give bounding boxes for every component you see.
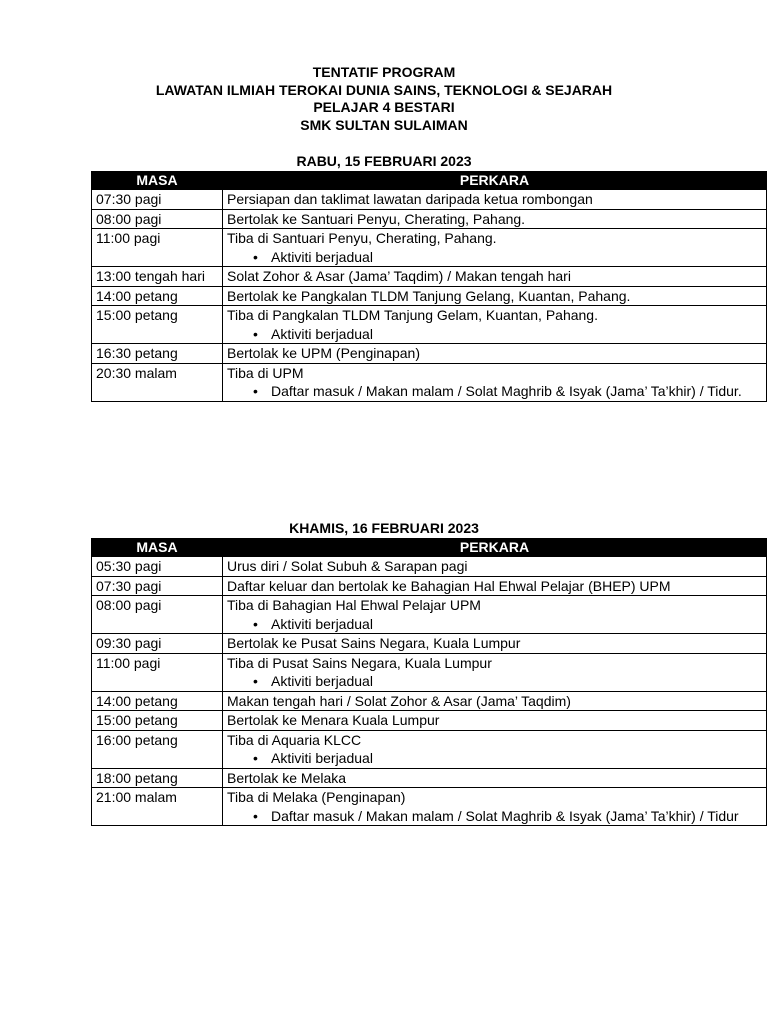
day2-title: KHAMIS, 16 FEBRUARI 2023 bbox=[289, 520, 479, 536]
table-row bbox=[92, 576, 767, 596]
activity-cell bbox=[223, 691, 767, 711]
sub-activity-text: Aktiviti berjadual bbox=[271, 750, 373, 766]
bullet-icon: • bbox=[253, 248, 258, 265]
bullet-icon: • bbox=[253, 673, 258, 689]
table-row bbox=[92, 596, 767, 634]
table-row bbox=[92, 363, 767, 401]
school-name: SMK SULTAN SULAIMAN bbox=[300, 116, 468, 133]
activity-cell bbox=[223, 557, 767, 577]
table-row bbox=[92, 229, 767, 267]
table-row bbox=[92, 768, 767, 788]
time-cell: 07:30 pagi bbox=[92, 576, 223, 596]
day1-schedule-table bbox=[91, 171, 767, 402]
sub-activity-text: Aktiviti berjadual bbox=[271, 615, 373, 632]
sub-activity-item bbox=[227, 325, 762, 344]
table-row bbox=[92, 730, 767, 768]
table-row bbox=[92, 306, 767, 344]
table-row bbox=[92, 634, 767, 654]
sub-activity-item bbox=[227, 615, 762, 634]
time-cell: 20:30 malam bbox=[92, 363, 223, 401]
sub-activity-text: Daftar masuk / Makan malam / Solat Maghrib & Isyak (Jama’ Ta’khir) / Tidur bbox=[271, 807, 739, 824]
table-row bbox=[92, 209, 767, 229]
time-cell: 21:00 malam bbox=[92, 788, 223, 826]
time-cell: 08:00 pagi bbox=[92, 209, 223, 229]
activity-text: Tiba di Santuari Penyu, Cherating, Pahang. bbox=[227, 230, 497, 246]
sub-activity-text: Daftar masuk / Makan malam / Solat Maghrib & Isyak (Jama’ Ta’khir) / Tidur. bbox=[271, 383, 742, 399]
activity-text: Tiba di UPM bbox=[227, 364, 304, 381]
time-cell: 05:30 pagi bbox=[92, 557, 223, 577]
activity-text: Solat Zohor & Asar (Jama’ Taqdim) / Makan tengah hari bbox=[227, 268, 571, 284]
table-header-row bbox=[92, 172, 767, 190]
day2-schedule-table bbox=[91, 538, 767, 826]
sub-activity-item bbox=[227, 749, 762, 768]
time-cell: 07:30 pagi bbox=[92, 190, 223, 210]
time-cell: 08:00 pagi bbox=[92, 596, 223, 634]
activity-text: Bertolak ke Menara Kuala Lumpur bbox=[227, 712, 440, 728]
bullet-icon: • bbox=[253, 807, 258, 824]
program-title: TENTATIF PROGRAM bbox=[312, 64, 456, 80]
activity-cell bbox=[223, 711, 767, 731]
activity-cell bbox=[223, 596, 767, 634]
activity-text: Urus diri / Solat Subuh & Sarapan pagi bbox=[227, 558, 468, 574]
program-subtitle: LAWATAN ILMIAH TEROKAI DUNIA SAINS, TEKNOLOGI & SEJARAH bbox=[155, 81, 613, 98]
column-header-item: PERKARA bbox=[223, 172, 767, 190]
activity-cell bbox=[223, 768, 767, 788]
table-row bbox=[92, 286, 767, 306]
activity-text: Makan tengah hari / Solat Zohor & Asar (Jama’ Taqdim) bbox=[227, 692, 571, 709]
table-row bbox=[92, 190, 767, 210]
activity-cell bbox=[223, 344, 767, 364]
activity-cell bbox=[223, 653, 767, 691]
activity-text: Bertolak ke Santuari Penyu, Cherating, Pahang. bbox=[227, 210, 526, 227]
bullet-icon: • bbox=[253, 750, 258, 766]
document-header bbox=[0, 64, 768, 134]
activity-text: Bertolak ke Pangkalan TLDM Tanjung Gelang, Kuantan, Pahang. bbox=[227, 287, 631, 304]
student-group: PELAJAR 4 BESTARI bbox=[313, 99, 455, 115]
table-row bbox=[92, 711, 767, 731]
activity-text: Tiba di Pangkalan TLDM Tanjung Gelam, Kuantan, Pahang. bbox=[227, 307, 598, 323]
day1-title: RABU, 15 FEBRUARI 2023 bbox=[296, 153, 472, 169]
column-header-item: PERKARA bbox=[223, 539, 767, 557]
activity-text: Tiba di Aquaria KLCC bbox=[227, 731, 362, 748]
activity-text: Tiba di Pusat Sains Negara, Kuala Lumpur bbox=[227, 654, 492, 671]
activity-cell bbox=[223, 730, 767, 768]
bullet-icon: • bbox=[253, 325, 258, 342]
activity-cell bbox=[223, 209, 767, 229]
time-cell: 13:00 tengah hari bbox=[92, 267, 223, 287]
activity-cell bbox=[223, 229, 767, 267]
column-header-time: MASA bbox=[92, 539, 223, 557]
sub-activity-text: Aktiviti berjadual bbox=[271, 248, 373, 265]
time-cell: 16:00 petang bbox=[92, 730, 223, 768]
table-row bbox=[92, 691, 767, 711]
time-cell: 14:00 petang bbox=[92, 286, 223, 306]
bullet-icon: • bbox=[253, 383, 258, 399]
sub-activity-text: Aktiviti berjadual bbox=[271, 673, 373, 689]
activity-text: Bertolak ke Pusat Sains Negara, Kuala Lumpur bbox=[227, 635, 521, 651]
table-header-row bbox=[92, 539, 767, 557]
sub-activity-item bbox=[227, 672, 762, 691]
bullet-icon: • bbox=[253, 615, 258, 632]
activity-text: Bertolak ke UPM (Penginapan) bbox=[227, 345, 420, 361]
activity-text: Tiba di Melaka (Penginapan) bbox=[227, 789, 406, 805]
column-header-time: MASA bbox=[92, 172, 223, 190]
activity-cell bbox=[223, 286, 767, 306]
table-row bbox=[92, 653, 767, 691]
time-cell: 15:00 petang bbox=[92, 306, 223, 344]
activity-text: Tiba di Bahagian Hal Ehwal Pelajar UPM bbox=[227, 597, 481, 613]
activity-text: Persiapan dan taklimat lawatan daripada ketua rombongan bbox=[227, 191, 593, 207]
activity-text: Daftar keluar dan bertolak ke Bahagian Hal Ehwal Pelajar (BHEP) UPM bbox=[227, 577, 671, 594]
time-cell: 15:00 petang bbox=[92, 711, 223, 731]
activity-cell bbox=[223, 363, 767, 401]
table-row bbox=[92, 344, 767, 364]
table-row bbox=[92, 267, 767, 287]
activity-cell bbox=[223, 576, 767, 596]
time-cell: 18:00 petang bbox=[92, 768, 223, 788]
sub-activity-text: Aktiviti berjadual bbox=[271, 325, 373, 342]
activity-cell bbox=[223, 267, 767, 287]
time-cell: 09:30 pagi bbox=[92, 634, 223, 654]
sub-activity-item bbox=[227, 382, 762, 401]
time-cell: 14:00 petang bbox=[92, 691, 223, 711]
activity-cell bbox=[223, 306, 767, 344]
time-cell: 16:30 petang bbox=[92, 344, 223, 364]
sub-activity-item bbox=[227, 248, 762, 267]
activity-cell bbox=[223, 190, 767, 210]
activity-cell bbox=[223, 788, 767, 826]
table-row bbox=[92, 557, 767, 577]
activity-cell bbox=[223, 634, 767, 654]
time-cell: 11:00 pagi bbox=[92, 229, 223, 267]
activity-text: Bertolak ke Melaka bbox=[227, 769, 347, 786]
sub-activity-item bbox=[227, 807, 762, 826]
table-row bbox=[92, 788, 767, 826]
time-cell: 11:00 pagi bbox=[92, 653, 223, 691]
